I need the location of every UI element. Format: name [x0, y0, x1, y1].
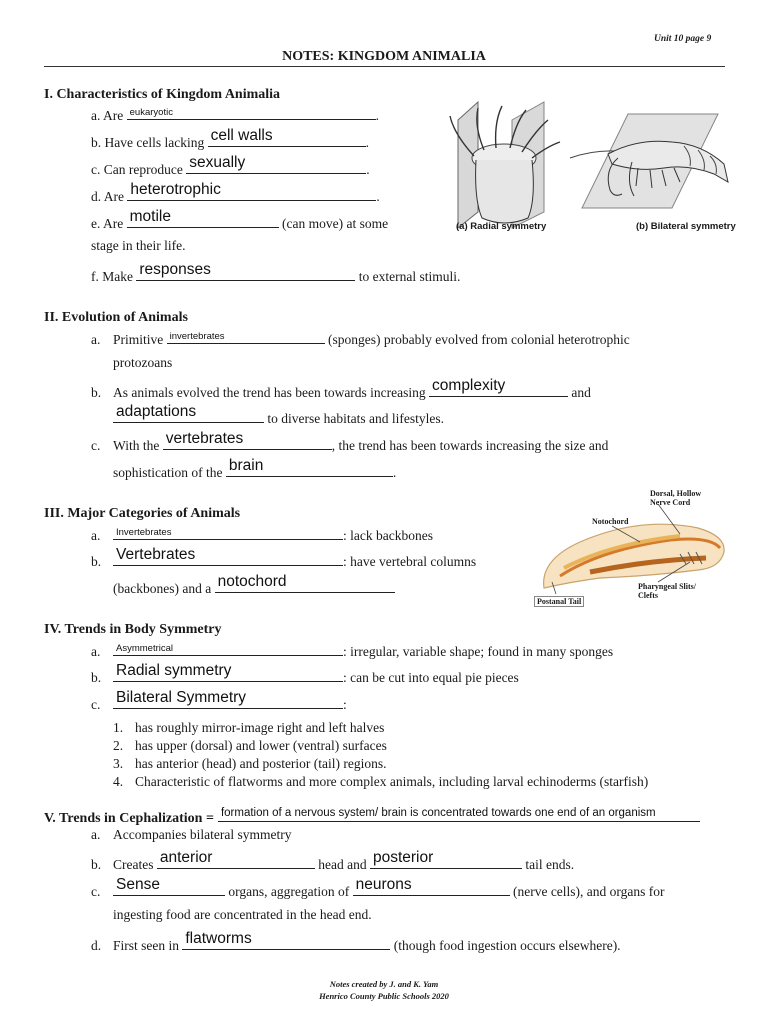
answer-blank[interactable]: notochord [215, 577, 395, 593]
label-dorsal-nerve-cord: Dorsal, Hollow Nerve Cord [650, 489, 702, 507]
item-3a: a. Invertebrates : lack backbones [91, 524, 433, 544]
footer-credit: Notes created by J. and K. Yam [329, 979, 439, 989]
cephalization-definition[interactable]: formation of a nervous system/ brain is concentrated towards one end of an organism [218, 806, 700, 822]
radial-symmetry-illustration [444, 100, 574, 230]
label-pharyngeal-slits: Pharyngeal Slits/ Clefts [638, 582, 697, 600]
chordate-diagram [530, 490, 740, 612]
title-rule [44, 66, 725, 67]
answer-blank[interactable]: vertebrates [163, 434, 332, 450]
item-2a: a. Primitive invertebrates (sponges) probably evolved from colonial heterotrophic [91, 328, 630, 348]
item-2a-cont: protozoans [113, 355, 173, 370]
section-1-heading: I. Characteristics of Kingdom Animalia [44, 87, 281, 102]
item-4c: c. Bilateral Symmetry : [91, 689, 347, 712]
item-1e: e. Are motile (can move) at some [91, 208, 389, 231]
answer-blank[interactable]: heterotrophic [127, 185, 376, 201]
answer-blank[interactable]: Radial symmetry [113, 666, 343, 682]
bilateral-caption: (b) Bilateral symmetry [636, 221, 736, 232]
item-2c-cont: sophistication of the brain . [113, 457, 397, 480]
page-label: Unit 10 page 9 [654, 34, 712, 44]
item-3b-cont: (backbones) and a notochord [113, 577, 395, 597]
item-4b: b. Radial symmetry : can be cut into equal pie pieces [91, 662, 519, 685]
answer-blank[interactable]: responses [136, 265, 355, 281]
item-5c-cont: ingesting food are concentrated in the head end. [113, 907, 372, 922]
answer-blank[interactable]: flatworms [182, 934, 390, 950]
answer-blank[interactable]: Sense [113, 880, 225, 896]
item-5c: c. Sense organs, aggregation of neurons (nerve cells), and organs for [91, 876, 665, 899]
section-3-heading: III. Major Categories of Animals [44, 506, 241, 521]
answer-blank[interactable]: Invertebrates [113, 524, 343, 540]
symmetry-list-item: 1. has roughly mirror-image right and left halves [113, 720, 385, 735]
symmetry-list-item: 4. Characteristic of flatworms and more complex animals, including larval echinoderms (starfish) [113, 774, 649, 789]
answer-blank[interactable]: adaptations [113, 407, 264, 423]
item-5a: a. Accompanies bilateral symmetry [91, 827, 292, 842]
section-4-heading: IV. Trends in Body Symmetry [44, 622, 222, 637]
answer-blank[interactable]: anterior [157, 853, 315, 869]
footer-school: Henrico County Public Schools 2020 [319, 991, 449, 1001]
answer-blank[interactable]: Bilateral Symmetry [113, 693, 343, 709]
item-2c: c. With the vertebrates , the trend has been towards increasing the size and [91, 430, 609, 453]
radial-caption: (a) Radial symmetry [456, 221, 547, 232]
page-title: NOTES: KINGDOM ANIMALIA [282, 49, 486, 64]
item-1e-cont: stage in their life. [91, 238, 186, 253]
answer-blank[interactable]: cell walls [208, 131, 366, 147]
section-5-heading-row: V. Trends in Cephalization = formation of a nervous system/ brain is concentrated towards one end of an organism [44, 806, 700, 827]
item-1b: b. Have cells lacking cell walls . [91, 127, 369, 150]
answer-blank[interactable]: invertebrates [167, 328, 325, 344]
item-2b-cont: adaptations to diverse habitats and lifestyles. [113, 407, 444, 427]
item-1c: c. Can reproduce sexually . [91, 154, 370, 177]
item-2b: b. As animals evolved the trend has been towards increasing complexity and [91, 377, 591, 400]
item-1a: a. Are eukaryotic . [91, 104, 379, 124]
answer-blank[interactable]: eukaryotic [127, 104, 376, 120]
label-postanal-tail: Postanal Tail [534, 596, 584, 607]
answer-blank[interactable]: brain [226, 461, 393, 477]
answer-blank[interactable]: Vertebrates [113, 550, 343, 566]
label-notochord: Notochord [592, 517, 629, 526]
section-2-heading: II. Evolution of Animals [44, 310, 188, 325]
answer-blank[interactable]: sexually [186, 158, 366, 174]
answer-blank[interactable]: motile [127, 212, 279, 228]
answer-blank[interactable]: posterior [370, 853, 522, 869]
item-3b: b. Vertebrates : have vertebral columns [91, 546, 477, 569]
item-1d: d. Are heterotrophic . [91, 181, 380, 204]
item-4a: a. Asymmetrical : irregular, variable shape; found in many sponges [91, 640, 613, 660]
item-1f: f. Make responses to external stimuli. [91, 261, 461, 284]
symmetry-list-item: 3. has anterior (head) and posterior (tail) regions. [113, 756, 387, 771]
answer-blank[interactable]: Asymmetrical [113, 640, 343, 656]
item-5b: b. Creates anterior head and posterior tail ends. [91, 849, 575, 872]
answer-blank[interactable]: complexity [429, 381, 568, 397]
answer-blank[interactable]: neurons [353, 880, 510, 896]
symmetry-list-item: 2. has upper (dorsal) and lower (ventral) surfaces [113, 738, 387, 753]
bilateral-symmetry-illustration [568, 108, 738, 218]
item-5d: d. First seen in flatworms (though food ingestion occurs elsewhere). [91, 930, 621, 953]
